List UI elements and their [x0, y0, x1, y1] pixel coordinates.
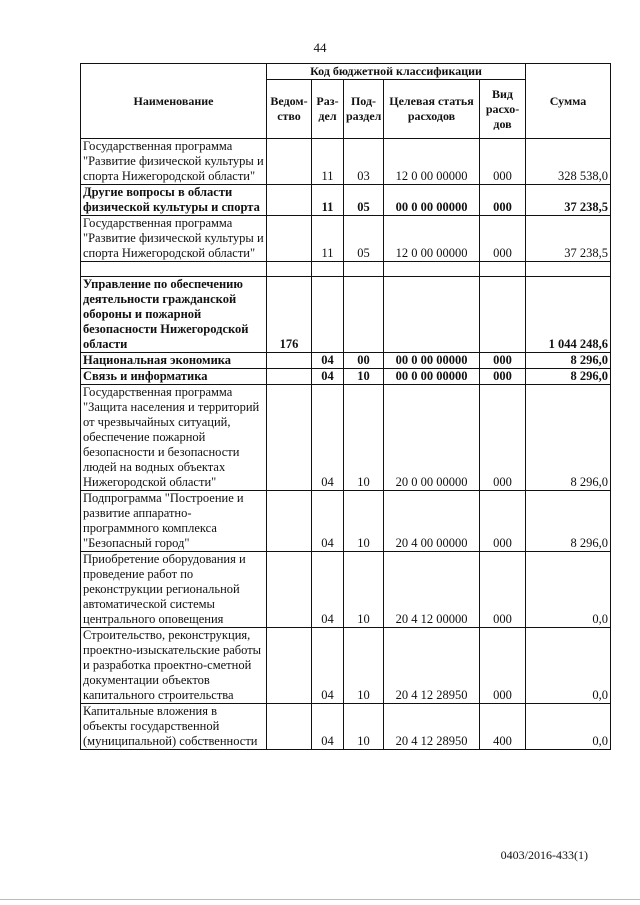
- row-podrazdel: [344, 262, 384, 277]
- row-razdel: 11: [312, 139, 344, 185]
- row-celevaya: 20 4 12 28950: [384, 628, 480, 704]
- row-podrazdel: [344, 277, 384, 353]
- row-celevaya: 20 4 12 28950: [384, 704, 480, 750]
- row-vedomstvo: [267, 139, 312, 185]
- table-row: [81, 353, 611, 369]
- row-vedomstvo: [267, 552, 312, 628]
- row-vedomstvo: [267, 491, 312, 552]
- row-vedomstvo: [267, 369, 312, 385]
- row-razdel: [312, 277, 344, 353]
- row-podrazdel: 10: [344, 491, 384, 552]
- row-summa: 1 044 248,6: [526, 277, 611, 353]
- row-name: Строительство, реконструкция, проектно-изыскательские работы и разработка проектно-сметной документации объектов капитального строительства: [81, 628, 267, 704]
- row-podrazdel: 05: [344, 185, 384, 216]
- row-vid: 000: [480, 353, 526, 369]
- row-podrazdel: 03: [344, 139, 384, 185]
- row-vid: 000: [480, 216, 526, 262]
- row-celevaya: 12 0 00 00000: [384, 216, 480, 262]
- table-row: [81, 277, 611, 353]
- header-razdel: Раз-дел: [312, 80, 344, 139]
- row-name: Государственная программа "Развитие физической культуры и спорта Нижегородской области": [81, 216, 267, 262]
- row-celevaya: [384, 262, 480, 277]
- row-celevaya: 20 4 12 00000: [384, 552, 480, 628]
- row-podrazdel: 10: [344, 704, 384, 750]
- row-summa: 0,0: [526, 628, 611, 704]
- table-row: [81, 185, 611, 216]
- row-vid: 000: [480, 491, 526, 552]
- budget-table: [80, 63, 611, 750]
- row-vid: 000: [480, 185, 526, 216]
- row-razdel: 04: [312, 491, 344, 552]
- row-podrazdel: 10: [344, 369, 384, 385]
- row-celevaya: 00 0 00 00000: [384, 185, 480, 216]
- table-row: [81, 369, 611, 385]
- row-name: Другие вопросы в области физической культуры и спорта: [81, 185, 267, 216]
- row-vid: 400: [480, 704, 526, 750]
- row-razdel: 11: [312, 216, 344, 262]
- header-celevaya: Целевая статья расходов: [384, 80, 480, 139]
- row-podrazdel: 00: [344, 353, 384, 369]
- row-name: Подпрограмма "Построение и развитие аппаратно-программного комплекса "Безопасный город": [81, 491, 267, 552]
- header-code-group: Код бюджетной классификации: [267, 64, 526, 80]
- row-celevaya: 00 0 00 00000: [384, 369, 480, 385]
- row-celevaya: [384, 277, 480, 353]
- row-podrazdel: 10: [344, 385, 384, 491]
- row-summa: 0,0: [526, 704, 611, 750]
- row-vid: 000: [480, 139, 526, 185]
- row-summa: 328 538,0: [526, 139, 611, 185]
- page-number: 44: [313, 40, 327, 55]
- table-row: [81, 628, 611, 704]
- row-vedomstvo: 176: [267, 277, 312, 353]
- row-celevaya: 00 0 00 00000: [384, 353, 480, 369]
- row-name: Капитальные вложения в объекты государственной (муниципальной) собственности: [81, 704, 267, 750]
- row-name: [81, 262, 267, 277]
- table-row: [81, 385, 611, 491]
- table-body: [81, 139, 611, 750]
- row-vid: 000: [480, 552, 526, 628]
- row-summa: [526, 262, 611, 277]
- row-summa: 8 296,0: [526, 385, 611, 491]
- row-celevaya: 12 0 00 00000: [384, 139, 480, 185]
- table-row: [81, 491, 611, 552]
- table-row: [81, 552, 611, 628]
- row-razdel: 04: [312, 704, 344, 750]
- row-razdel: 04: [312, 353, 344, 369]
- row-vedomstvo: [267, 628, 312, 704]
- table-row: [81, 262, 611, 277]
- row-summa: 37 238,5: [526, 185, 611, 216]
- row-vedomstvo: [267, 353, 312, 369]
- row-summa: 37 238,5: [526, 216, 611, 262]
- row-razdel: 11: [312, 185, 344, 216]
- row-summa: 8 296,0: [526, 369, 611, 385]
- row-vid: 000: [480, 628, 526, 704]
- row-vid: 000: [480, 369, 526, 385]
- row-razdel: [312, 262, 344, 277]
- table-row: [81, 139, 611, 185]
- row-razdel: 04: [312, 628, 344, 704]
- row-vedomstvo: [267, 216, 312, 262]
- table-row: [81, 704, 611, 750]
- row-vedomstvo: [267, 704, 312, 750]
- row-celevaya: 20 0 00 00000: [384, 385, 480, 491]
- header-podrazdel: Под-раздел: [344, 80, 384, 139]
- row-summa: 8 296,0: [526, 491, 611, 552]
- row-razdel: 04: [312, 385, 344, 491]
- row-podrazdel: 10: [344, 628, 384, 704]
- row-name: Связь и информатика: [81, 369, 267, 385]
- row-razdel: 04: [312, 552, 344, 628]
- row-vedomstvo: [267, 385, 312, 491]
- row-summa: 0,0: [526, 552, 611, 628]
- row-vedomstvo: [267, 185, 312, 216]
- bottom-rule: [0, 899, 640, 900]
- row-razdel: 04: [312, 369, 344, 385]
- row-vid: [480, 262, 526, 277]
- row-celevaya: 20 4 00 00000: [384, 491, 480, 552]
- header-vid: Вид расхо-дов: [480, 80, 526, 139]
- row-name: Управление по обеспечению деятельности гражданской обороны и пожарной безопасности Нижегородской области: [81, 277, 267, 353]
- row-vid: [480, 277, 526, 353]
- row-podrazdel: 10: [344, 552, 384, 628]
- header-name: Наименование: [81, 64, 267, 139]
- row-podrazdel: 05: [344, 216, 384, 262]
- row-name: Государственная программа "Защита населения и территорий от чрезвычайных ситуаций, обеспечение пожарной безопасности и безопасности людей на водных объектах Нижегородской области": [81, 385, 267, 491]
- header-vedomstvo: Ведом-ство: [267, 80, 312, 139]
- row-summa: 8 296,0: [526, 353, 611, 369]
- row-name: Национальная экономика: [81, 353, 267, 369]
- row-vid: 000: [480, 385, 526, 491]
- table-row: [81, 216, 611, 262]
- header-summa: Сумма: [526, 64, 611, 139]
- row-name: Государственная программа "Развитие физической культуры и спорта Нижегородской области": [81, 139, 267, 185]
- document-code: 0403/2016-433(1): [500, 848, 588, 862]
- row-vedomstvo: [267, 262, 312, 277]
- row-name: Приобретение оборудования и проведение работ по реконструкции региональной автоматической системы центрального оповещения: [81, 552, 267, 628]
